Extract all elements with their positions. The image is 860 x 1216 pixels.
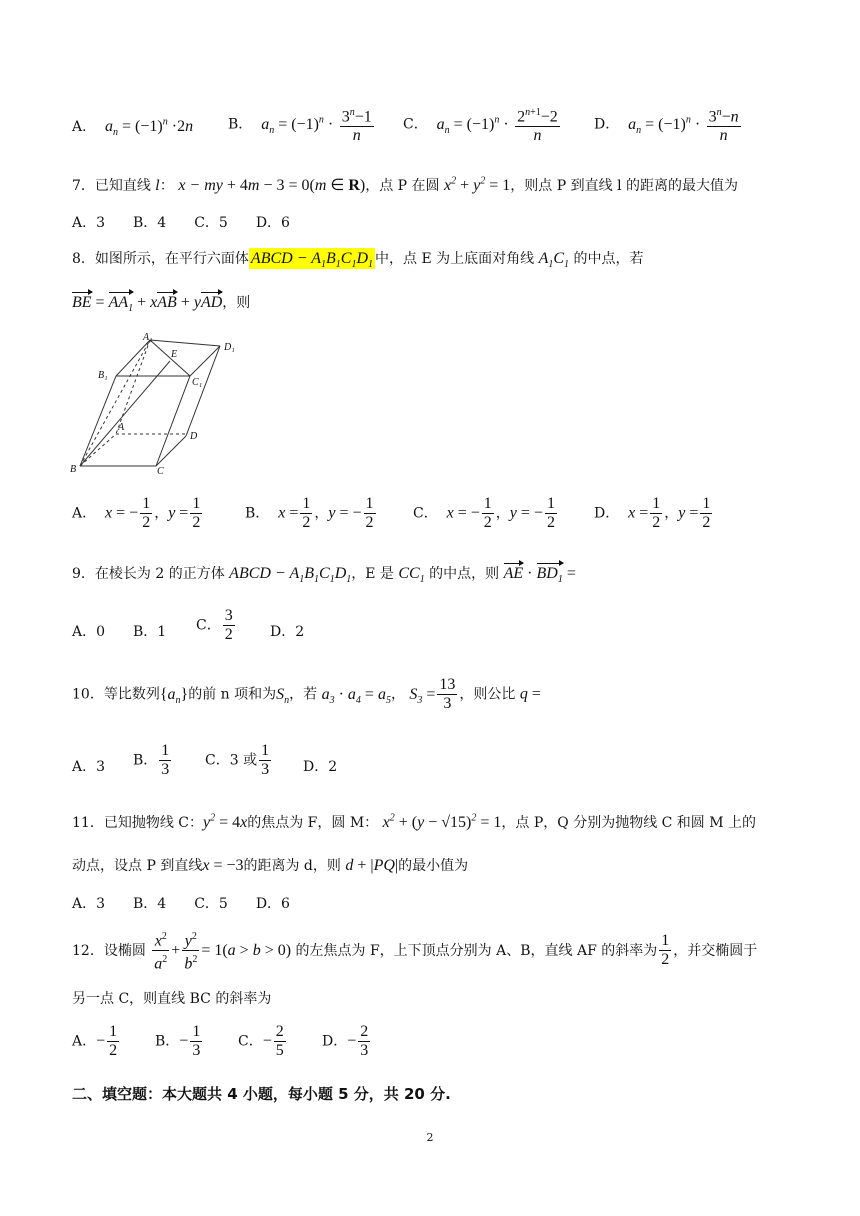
label-e: E — [171, 349, 178, 360]
q6-option-c: C． $a_n = (-1)^n$ · $\frac{2^{n+1}-2}{n}$ — [403, 104, 562, 145]
question-9: 9．在棱长为 2 的正方体 ABCD − $A_1B_1C_1D_1$，E 是 $CC_1$ 的中点，则 AE · $BD_1$ = — [72, 565, 576, 586]
question-11: 11．已知抛物线 C：$y^2 = 4x$的焦点为 F，圆 M： $x^2 + (y - √15)^2 = 1$，点 P，Q 分别为抛物线 C 和圆 M 上的 — [72, 812, 757, 831]
question-8-vector-equation: BE = $AA_1$ + xAB + yAD，则 — [72, 294, 251, 315]
q6-option-b: B． $a_n = (-1)^n$ · $\frac{3^n-1}{n}$ — [228, 104, 376, 145]
q8-option-d: D． x = $\frac{1}{2}$ ，y = $\frac{1}{2}$ — [594, 495, 711, 531]
q10-option-c: C．3 或 $\frac{1}{3}$ — [205, 742, 270, 778]
q12-option-a: A．− $\frac{1}{2}$ — [72, 1023, 118, 1059]
page-number: 2 — [426, 1131, 434, 1144]
question-12: 12．设椭圆 $\frac{x^2}{a^2}$ + $\frac{y^2}{b^2}$ = 1(a > b > 0) 的左焦点为 F，上下顶点分别为 A、B，直线 AF 的斜率为 $\frac{1}{2}$ ，并交椭圆于 — [72, 928, 800, 974]
q9-option-c: C． $\frac{3}{2}$ — [196, 607, 233, 643]
q6-option-d: D． $a_n = (-1)^n$ · $\frac{3^n-n}{n}$ — [594, 104, 743, 145]
q12-option-b: B．− $\frac{1}{3}$ — [155, 1023, 201, 1059]
question-11-options: A．3 B．4 C．5 D．6 — [72, 896, 290, 912]
label-b: B — [70, 464, 77, 475]
q9-option-d: D．2 — [270, 624, 305, 640]
q10-option-b: B． $\frac{1}{3}$ — [133, 742, 170, 778]
q9-option-b: B．1 — [133, 624, 167, 640]
question-11-line-2: 动点，设点 P 到直线x = −3的距离为 d，则 d + |PQ|的最小值为 — [72, 857, 469, 874]
q8-option-a: A． x = − $\frac{1}{2}$ ，y = $\frac{1}{2}$ — [72, 495, 201, 531]
question-7-options: A．3 B．4 C．5 D．6 — [72, 215, 290, 231]
q8-option-b: B． x = $\frac{1}{2}$ ，y = − $\frac{1}{2}$ — [245, 495, 374, 531]
question-7: 7．已知直线 l： x − my + 4m − 3 = 0(m ∈ R)，点 P 在圆 $x^2 + y^2 = 1$，则点 P 到直线 l 的距离的最大值为 — [72, 175, 738, 194]
label-a: A — [118, 422, 125, 433]
label-a1: A₁ — [143, 332, 153, 343]
question-8: 8．如图所示，在平行六面体 ABCD − $A_1B_1C_1D_1$ 中，点 E 为上底面对角线 $A_1C_1$ 的中点，若 — [72, 250, 644, 271]
section-2-heading: 二、填空题：本大题共 4 小题，每小题 5 分，共 20 分. — [72, 1085, 451, 1103]
q12-option-d: D．− $\frac{2}{3}$ — [322, 1023, 369, 1059]
q10-option-a: A．3 — [72, 759, 106, 775]
question-12-line-2: 另一点 C，则直线 BC 的斜率为 — [72, 991, 272, 1007]
label-d: D — [190, 431, 198, 442]
label-c1: C₁ — [192, 377, 203, 388]
question-10: 10．等比数列$\{a_n\}$的前 n 项和为$S_n$，若 $a_3 \cdot a_4 = a_5$， $S_3$ = $\frac{13}{3}$ ，则公比 q = — [72, 676, 541, 712]
label-b1: B₁ — [98, 370, 108, 381]
q8-option-c: C． x = − $\frac{1}{2}$ ，y = − $\frac{1}{2}$ — [413, 495, 555, 531]
label-c: C — [157, 466, 164, 477]
q10-option-d: D．2 — [303, 759, 338, 775]
q9-option-a: A．0 — [72, 624, 106, 640]
parallelepiped-figure — [68, 330, 258, 480]
q6-option-a: A． $a_n = (-1)^n \cdot 2n$ — [72, 116, 194, 139]
label-d1: D₁ — [224, 342, 235, 353]
q12-option-c: C．− $\frac{2}{5}$ — [238, 1023, 284, 1059]
